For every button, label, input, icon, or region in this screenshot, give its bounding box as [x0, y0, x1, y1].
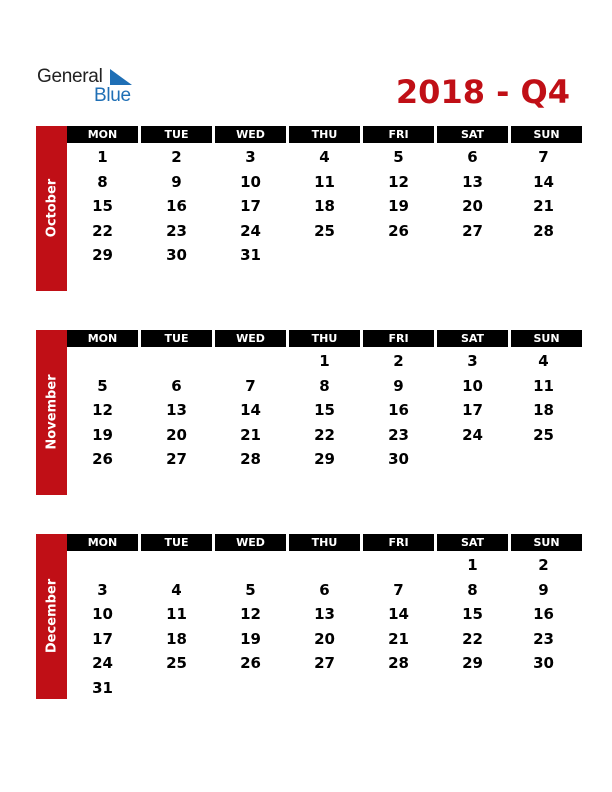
month-name: October	[44, 178, 60, 238]
logo-text-general: General	[37, 66, 103, 87]
day-cell: 24	[92, 654, 113, 672]
day-cell: 29	[92, 246, 113, 264]
month-name: December	[44, 578, 60, 654]
day-cell: 26	[240, 654, 261, 672]
day-cell: 13	[314, 605, 335, 623]
day-cell: 1	[97, 148, 108, 166]
day-cell: 28	[533, 221, 554, 240]
day-cell: 23	[533, 629, 554, 648]
day-cell: 20	[166, 425, 187, 444]
weekday-header-thu: THU	[289, 126, 360, 143]
day-cell: 15	[92, 197, 113, 215]
day-cell: 4	[538, 352, 549, 370]
day-cell: 10	[92, 605, 113, 623]
day-cell: 30	[388, 450, 409, 468]
day-cell: 17	[462, 401, 483, 419]
weekday-header-thu: THU	[289, 534, 360, 551]
weekday-header-sat: SAT	[437, 126, 508, 143]
day-cell: 31	[240, 246, 261, 264]
day-cell: 12	[240, 605, 261, 623]
flag-triangle-icon	[110, 69, 132, 85]
day-cell: 24	[462, 425, 483, 444]
day-cell: 23	[388, 425, 409, 444]
day-cell: 4	[319, 148, 330, 166]
day-cell: 30	[533, 654, 554, 672]
weekday-header-wed: WED	[215, 126, 286, 143]
day-cell: 26	[388, 221, 409, 240]
weekday-header-fri: FRI	[363, 330, 434, 347]
weekday-header-wed: WED	[215, 330, 286, 347]
day-cell: 29	[314, 450, 335, 468]
day-cell: 2	[171, 148, 182, 166]
weekday-header-mon: MON	[67, 330, 138, 347]
day-cell: 22	[462, 629, 483, 648]
day-cell: 12	[388, 172, 409, 191]
day-cell: 21	[388, 629, 409, 648]
day-cell: 23	[166, 221, 187, 240]
day-cell: 11	[166, 605, 187, 623]
weekday-header-sun: SUN	[511, 330, 582, 347]
day-cell: 29	[462, 654, 483, 672]
brand-logo	[37, 66, 147, 106]
weekday-header-tue: TUE	[141, 534, 212, 551]
day-cell: 16	[166, 197, 187, 215]
day-cell: 7	[393, 580, 404, 599]
day-cell: 7	[538, 148, 549, 166]
day-cell: 25	[166, 654, 187, 672]
day-cell: 8	[467, 580, 478, 599]
day-cell: 12	[92, 401, 113, 419]
day-cell: 4	[171, 580, 182, 599]
day-cell: 17	[92, 629, 113, 648]
day-cell: 18	[166, 629, 187, 648]
weekday-header-sat: SAT	[437, 534, 508, 551]
day-cell: 15	[462, 605, 483, 623]
day-cell: 13	[462, 172, 483, 191]
day-cell: 27	[314, 654, 335, 672]
page-title: 2018 - Q4	[395, 73, 570, 111]
day-cell: 31	[92, 678, 113, 697]
day-cell: 5	[245, 580, 256, 599]
day-cell: 19	[240, 629, 261, 648]
day-cell: 30	[166, 246, 187, 264]
day-cell: 18	[314, 197, 335, 215]
day-cell: 5	[97, 376, 108, 395]
day-cell: 6	[467, 148, 478, 166]
day-cell: 14	[533, 172, 554, 191]
month-name: November	[44, 374, 60, 450]
day-cell: 2	[538, 556, 549, 574]
weekday-header-mon: MON	[67, 534, 138, 551]
day-cell: 11	[533, 376, 554, 395]
day-cell: 28	[388, 654, 409, 672]
day-cell: 3	[97, 580, 108, 599]
day-cell: 21	[533, 197, 554, 215]
day-cell: 28	[240, 450, 261, 468]
day-cell: 3	[467, 352, 478, 370]
day-cell: 15	[314, 401, 335, 419]
day-cell: 6	[171, 376, 182, 395]
day-cell: 19	[388, 197, 409, 215]
day-cell: 5	[393, 148, 404, 166]
day-cell: 8	[97, 172, 108, 191]
day-cell: 24	[240, 221, 261, 240]
day-cell: 3	[245, 148, 256, 166]
day-cell: 9	[538, 580, 549, 599]
day-cell: 19	[92, 425, 113, 444]
day-cell: 14	[388, 605, 409, 623]
day-cell: 2	[393, 352, 404, 370]
weekday-header-sat: SAT	[437, 330, 508, 347]
day-cell: 7	[245, 376, 256, 395]
weekday-header-tue: TUE	[141, 330, 212, 347]
day-cell: 6	[319, 580, 330, 599]
day-cell: 20	[314, 629, 335, 648]
day-cell: 20	[462, 197, 483, 215]
logo-text-blue: Blue	[94, 85, 131, 106]
weekday-header-fri: FRI	[363, 126, 434, 143]
day-cell: 10	[462, 376, 483, 395]
day-cell: 16	[533, 605, 554, 623]
day-cell: 27	[462, 221, 483, 240]
weekday-header-fri: FRI	[363, 534, 434, 551]
day-cell: 27	[166, 450, 187, 468]
day-cell: 25	[533, 425, 554, 444]
day-cell: 9	[393, 376, 404, 395]
weekday-header-mon: MON	[67, 126, 138, 143]
day-cell: 18	[533, 401, 554, 419]
day-cell: 10	[240, 172, 261, 191]
day-cell: 22	[314, 425, 335, 444]
day-cell: 14	[240, 401, 261, 419]
day-cell: 22	[92, 221, 113, 240]
day-cell: 13	[166, 401, 187, 419]
weekday-header-sun: SUN	[511, 534, 582, 551]
weekday-header-sun: SUN	[511, 126, 582, 143]
day-cell: 17	[240, 197, 261, 215]
day-cell: 9	[171, 172, 182, 191]
weekday-header-wed: WED	[215, 534, 286, 551]
day-cell: 25	[314, 221, 335, 240]
day-cell: 11	[314, 172, 335, 191]
weekday-header-thu: THU	[289, 330, 360, 347]
day-cell: 16	[388, 401, 409, 419]
day-cell: 26	[92, 450, 113, 468]
weekday-header-tue: TUE	[141, 126, 212, 143]
day-cell: 8	[319, 376, 330, 395]
day-cell: 21	[240, 425, 261, 444]
day-cell: 1	[467, 556, 478, 574]
day-cell: 1	[319, 352, 330, 370]
